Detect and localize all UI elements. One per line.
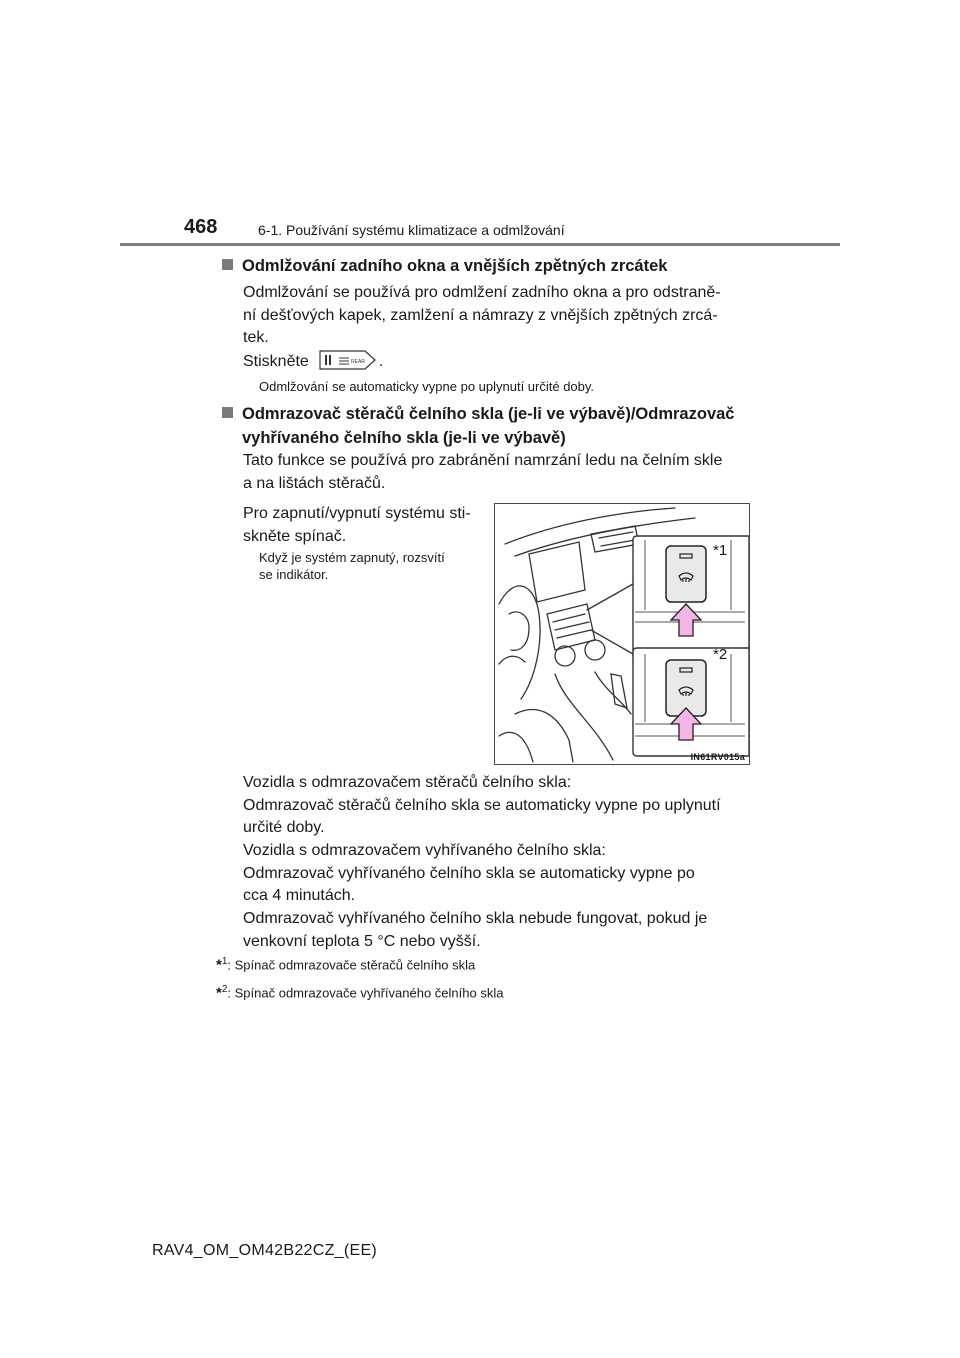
figure-code: IN61RV015a <box>690 752 745 762</box>
section2-note: Když je systém zapnutý, rozsvítí se indikátor. <box>259 550 445 582</box>
header-rule <box>120 243 840 246</box>
document-code: RAV4_OM_OM42B22CZ_(EE) <box>152 1242 378 1259</box>
figure-label-2: *2 <box>713 646 728 663</box>
rear-defogger-button-icon <box>319 350 377 370</box>
dashboard-line-drawing <box>495 504 749 764</box>
section1-heading: Odmlžování zadního okna a vnějších zpětných zrcátek <box>222 254 667 278</box>
section2-heading: Odmrazovač stěračů čelního skla (je-li ve výbavě)/Odmrazovač vyhřívaného čelního skla (je-li ve výbavě) <box>222 402 734 450</box>
bullet-square-icon <box>222 259 233 270</box>
section2-press-instruction: Pro zapnutí/vypnutí systému sti- skněte spínač. <box>243 505 471 545</box>
chapter-title: 6-1. Používání systému klimatizace a odmlžování <box>258 222 565 238</box>
heated-windshield-text: Vozidla s odmrazovačem vyhřívaného čelního skla: Odmrazovač vyhřívaného čelního skla se automaticky vypne po cca 4 minutách. <box>243 842 695 904</box>
section1-body: Odmlžování se používá pro odmlžení zadního okna a pro odstraně- ní dešťových kapek, zamlžení a námrazy z vnějších zpětných zrcá- tek. <box>243 284 721 346</box>
section1-press-instruction: Stiskněte REAR . <box>243 350 745 374</box>
section1-note: Odmlžování se automaticky vypne po uplynutí určité doby. <box>259 379 595 394</box>
footnote-1: *$^1$: Spínač odmrazovače stěračů čelního skla <box>216 956 476 974</box>
figure-label-1: *1 <box>713 542 728 559</box>
wiper-deicer-text: Vozidla s odmrazovačem stěračů čelního skla: Odmrazovač stěračů čelního skla se automaticky vypne po uplynutí určité doby. <box>243 774 721 836</box>
temperature-limit-text: Odmrazovač vyhřívaného čelního skla nebude fungovat, pokud je venkovní teplota 5 °C nebo vyšší. <box>243 910 708 950</box>
dashboard-switch-illustration <box>494 503 750 765</box>
bullet-square-icon <box>222 407 233 418</box>
footnote-2: *$^2$: Spínač odmrazovače vyhřívaného čelního skla <box>216 984 504 1002</box>
section2-body: Tato funkce se používá pro zabránění namrzání ledu na čelním skle a na lištách stěračů. <box>243 452 723 492</box>
page-number: 468 <box>184 216 218 238</box>
rear-label: REAR <box>350 359 365 365</box>
